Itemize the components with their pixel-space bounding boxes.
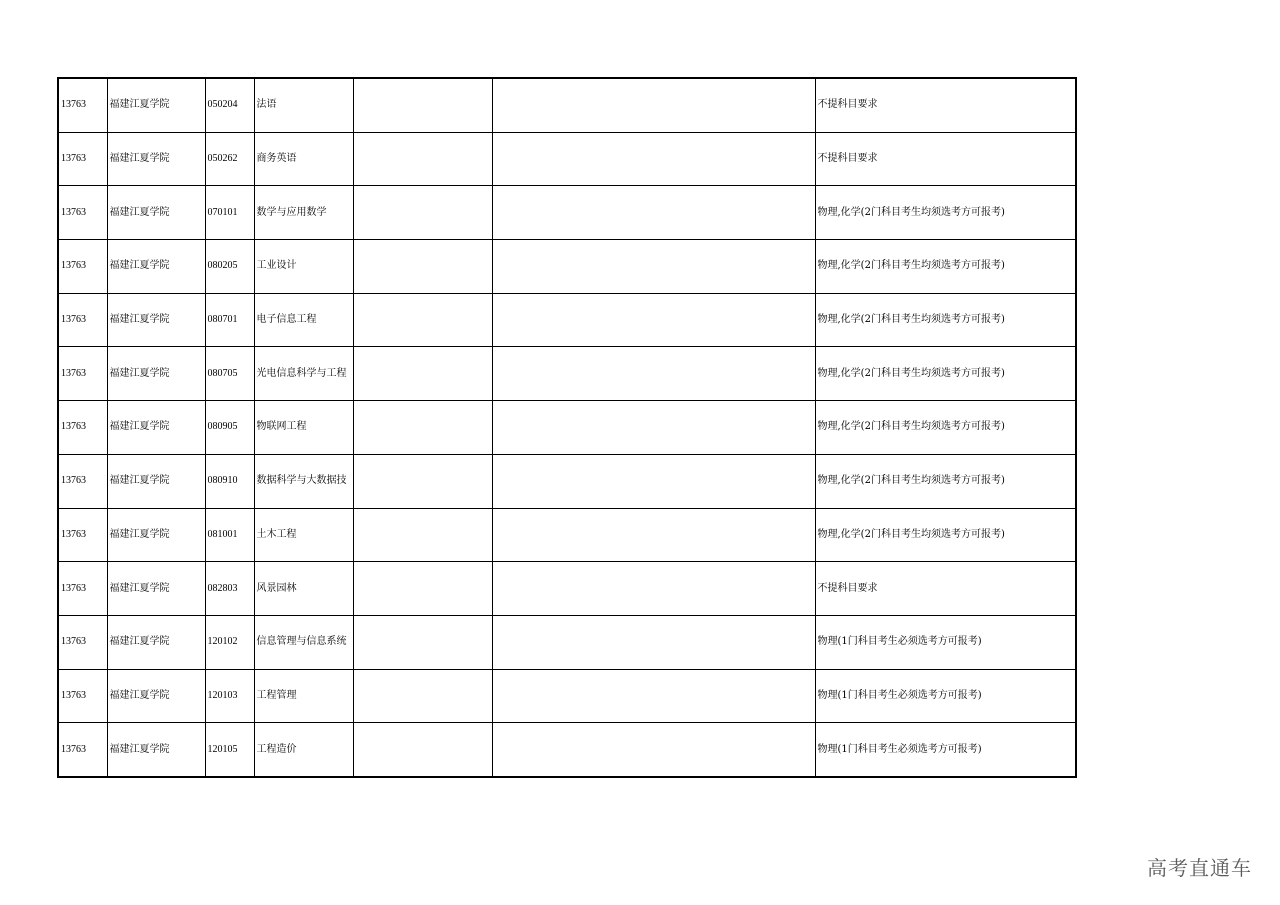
empty-cell: [492, 669, 815, 723]
empty-cell: [492, 723, 815, 777]
major-code-cell: 080910: [205, 454, 254, 508]
empty-cell: [353, 132, 492, 186]
subject-requirement-cell: 物理,化学(2门科目考生均须选考方可报考): [815, 347, 1076, 401]
empty-cell: [492, 186, 815, 240]
school-code-cell: 13763: [58, 132, 107, 186]
major-name-cell: 工程管理: [254, 669, 353, 723]
major-name-cell: 法语: [254, 78, 353, 132]
school-code-cell: 13763: [58, 562, 107, 616]
table-row: [58, 132, 1076, 186]
school-code-cell: 13763: [58, 401, 107, 455]
empty-cell: [353, 454, 492, 508]
table-row: [58, 723, 1076, 777]
empty-cell: [353, 293, 492, 347]
major-code-cell: 120103: [205, 669, 254, 723]
school-code-cell: 13763: [58, 78, 107, 132]
school-name-cell: 福建江夏学院: [107, 454, 205, 508]
table-row: [58, 615, 1076, 669]
empty-cell: [353, 401, 492, 455]
school-code-cell: 13763: [58, 454, 107, 508]
school-code-cell: 13763: [58, 347, 107, 401]
school-code-cell: 13763: [58, 240, 107, 294]
subject-requirement-cell: 物理,化学(2门科目考生均须选考方可报考): [815, 293, 1076, 347]
empty-cell: [353, 562, 492, 616]
subject-requirement-cell: 物理(1门科目考生必须选考方可报考): [815, 723, 1076, 777]
major-name-cell: 工业设计: [254, 240, 353, 294]
empty-cell: [492, 401, 815, 455]
empty-cell: [492, 132, 815, 186]
table-row: [58, 240, 1076, 294]
subject-requirement-cell: 物理,化学(2门科目考生均须选考方可报考): [815, 401, 1076, 455]
empty-cell: [492, 240, 815, 294]
major-code-cell: 050204: [205, 78, 254, 132]
table-row: [58, 186, 1076, 240]
major-code-cell: 120102: [205, 615, 254, 669]
table-row: [58, 669, 1076, 723]
empty-cell: [492, 508, 815, 562]
school-code-cell: 13763: [58, 508, 107, 562]
major-code-cell: 080205: [205, 240, 254, 294]
table-row: [58, 401, 1076, 455]
subject-requirement-cell: 不提科目要求: [815, 132, 1076, 186]
school-code-cell: 13763: [58, 615, 107, 669]
subject-requirement-cell: 物理,化学(2门科目考生均须选考方可报考): [815, 454, 1076, 508]
table-row: [58, 454, 1076, 508]
watermark-text: 高考直通车: [1147, 856, 1252, 880]
school-code-cell: 13763: [58, 669, 107, 723]
major-name-cell: 物联网工程: [254, 401, 353, 455]
table-body: [58, 78, 1076, 777]
major-name-cell: 工程造价: [254, 723, 353, 777]
major-code-cell: 080701: [205, 293, 254, 347]
major-name-cell: 数据科学与大数据技: [254, 454, 353, 508]
empty-cell: [492, 78, 815, 132]
major-code-cell: 070101: [205, 186, 254, 240]
school-name-cell: 福建江夏学院: [107, 562, 205, 616]
major-code-cell: 080905: [205, 401, 254, 455]
school-name-cell: 福建江夏学院: [107, 347, 205, 401]
subject-requirement-cell: 物理(1门科目考生必须选考方可报考): [815, 615, 1076, 669]
empty-cell: [353, 669, 492, 723]
school-name-cell: 福建江夏学院: [107, 132, 205, 186]
major-name-cell: 土木工程: [254, 508, 353, 562]
school-name-cell: 福建江夏学院: [107, 240, 205, 294]
subject-requirement-cell: 物理(1门科目考生必须选考方可报考): [815, 669, 1076, 723]
subject-requirement-cell: 不提科目要求: [815, 78, 1076, 132]
major-name-cell: 风景园林: [254, 562, 353, 616]
school-name-cell: 福建江夏学院: [107, 186, 205, 240]
major-name-cell: 数学与应用数学: [254, 186, 353, 240]
empty-cell: [353, 78, 492, 132]
empty-cell: [353, 186, 492, 240]
major-code-cell: 080705: [205, 347, 254, 401]
school-code-cell: 13763: [58, 186, 107, 240]
empty-cell: [492, 615, 815, 669]
empty-cell: [353, 615, 492, 669]
school-name-cell: 福建江夏学院: [107, 669, 205, 723]
major-name-cell: 商务英语: [254, 132, 353, 186]
table-row: [58, 347, 1076, 401]
major-code-cell: 081001: [205, 508, 254, 562]
empty-cell: [492, 562, 815, 616]
major-code-cell: 082803: [205, 562, 254, 616]
school-name-cell: 福建江夏学院: [107, 293, 205, 347]
school-name-cell: 福建江夏学院: [107, 508, 205, 562]
school-code-cell: 13763: [58, 723, 107, 777]
table-row: [58, 562, 1076, 616]
school-name-cell: 福建江夏学院: [107, 78, 205, 132]
empty-cell: [353, 347, 492, 401]
major-name-cell: 信息管理与信息系统: [254, 615, 353, 669]
requirements-table: [57, 77, 1077, 778]
school-name-cell: 福建江夏学院: [107, 615, 205, 669]
empty-cell: [353, 508, 492, 562]
school-code-cell: 13763: [58, 293, 107, 347]
table-row: [58, 508, 1076, 562]
major-code-cell: 050262: [205, 132, 254, 186]
major-name-cell: 电子信息工程: [254, 293, 353, 347]
subject-requirement-cell: 物理,化学(2门科目考生均须选考方可报考): [815, 508, 1076, 562]
empty-cell: [492, 454, 815, 508]
subject-requirement-cell: 不提科目要求: [815, 562, 1076, 616]
subject-requirement-cell: 物理,化学(2门科目考生均须选考方可报考): [815, 240, 1076, 294]
major-name-cell: 光电信息科学与工程: [254, 347, 353, 401]
empty-cell: [492, 293, 815, 347]
table-row: [58, 78, 1076, 132]
school-name-cell: 福建江夏学院: [107, 401, 205, 455]
empty-cell: [492, 347, 815, 401]
subject-requirement-cell: 物理,化学(2门科目考生均须选考方可报考): [815, 186, 1076, 240]
school-name-cell: 福建江夏学院: [107, 723, 205, 777]
table-row: [58, 293, 1076, 347]
empty-cell: [353, 723, 492, 777]
empty-cell: [353, 240, 492, 294]
major-code-cell: 120105: [205, 723, 254, 777]
